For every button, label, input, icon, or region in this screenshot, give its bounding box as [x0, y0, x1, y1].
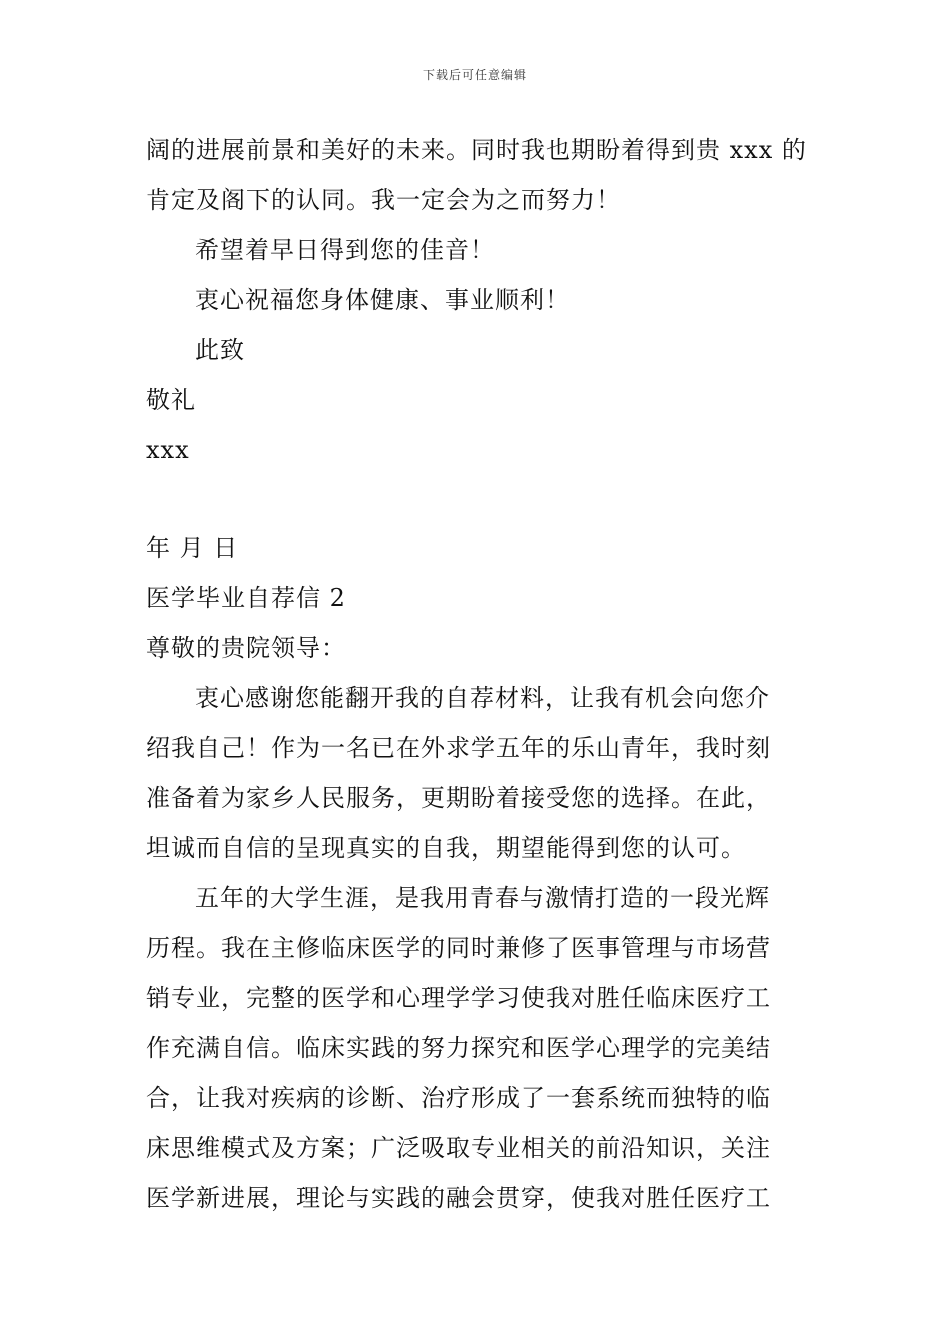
text-line: 准备着为家乡人民服务，更期盼着接受您的选择。在此， [146, 784, 771, 812]
greeting: 尊敬的贵院领导： [146, 634, 346, 662]
text-line: 衷心祝福您身体健康、事业顺利！ [195, 286, 570, 314]
text-line: 衷心感谢您能翻开我的自荐材料，让我有机会向您介 [195, 684, 770, 712]
text-line: 肯定及阁下的认同。我一定会为之而努力！ [146, 186, 621, 214]
text-line: 希望着早日得到您的佳音！ [195, 236, 495, 264]
text-line: 作充满自信。临床实践的努力探究和医学心理学的完美结 [146, 1034, 771, 1062]
text-line: 五年的大学生涯，是我用青春与激情打造的一段光辉 [195, 884, 770, 912]
text-line: 阔的进展前景和美好的未来。同时我也期盼着得到贵 xxx 的 [146, 136, 807, 164]
text-line: 合，让我对疾病的诊断、治疗形成了一套系统而独特的临 [146, 1084, 771, 1112]
text-line: 历程。我在主修临床医学的同时兼修了医事管理与市场营 [146, 934, 771, 962]
text-line: 销专业，完整的医学和心理学学习使我对胜任临床医疗工 [146, 984, 771, 1012]
text-line: 医学新进展，理论与实践的融会贯穿，使我对胜任医疗工 [146, 1184, 771, 1212]
section-title: 医学毕业自荐信 2 [146, 584, 346, 612]
signature: xxx [146, 436, 190, 464]
closing-phrase: 此致 [195, 336, 245, 364]
text-line: 床思维模式及方案；广泛吸取专业相关的前沿知识，关注 [146, 1134, 771, 1162]
header-note: 下载后可任意编辑 [422, 68, 527, 82]
text-line: 绍我自己！作为一名已在外求学五年的乐山青年，我时刻 [146, 734, 771, 762]
text-line: 坦诚而自信的呈现真实的自我，期望能得到您的认可。 [146, 834, 746, 862]
salutation: 敬礼 [146, 386, 196, 414]
date-line: 年 月 日 [146, 534, 239, 562]
